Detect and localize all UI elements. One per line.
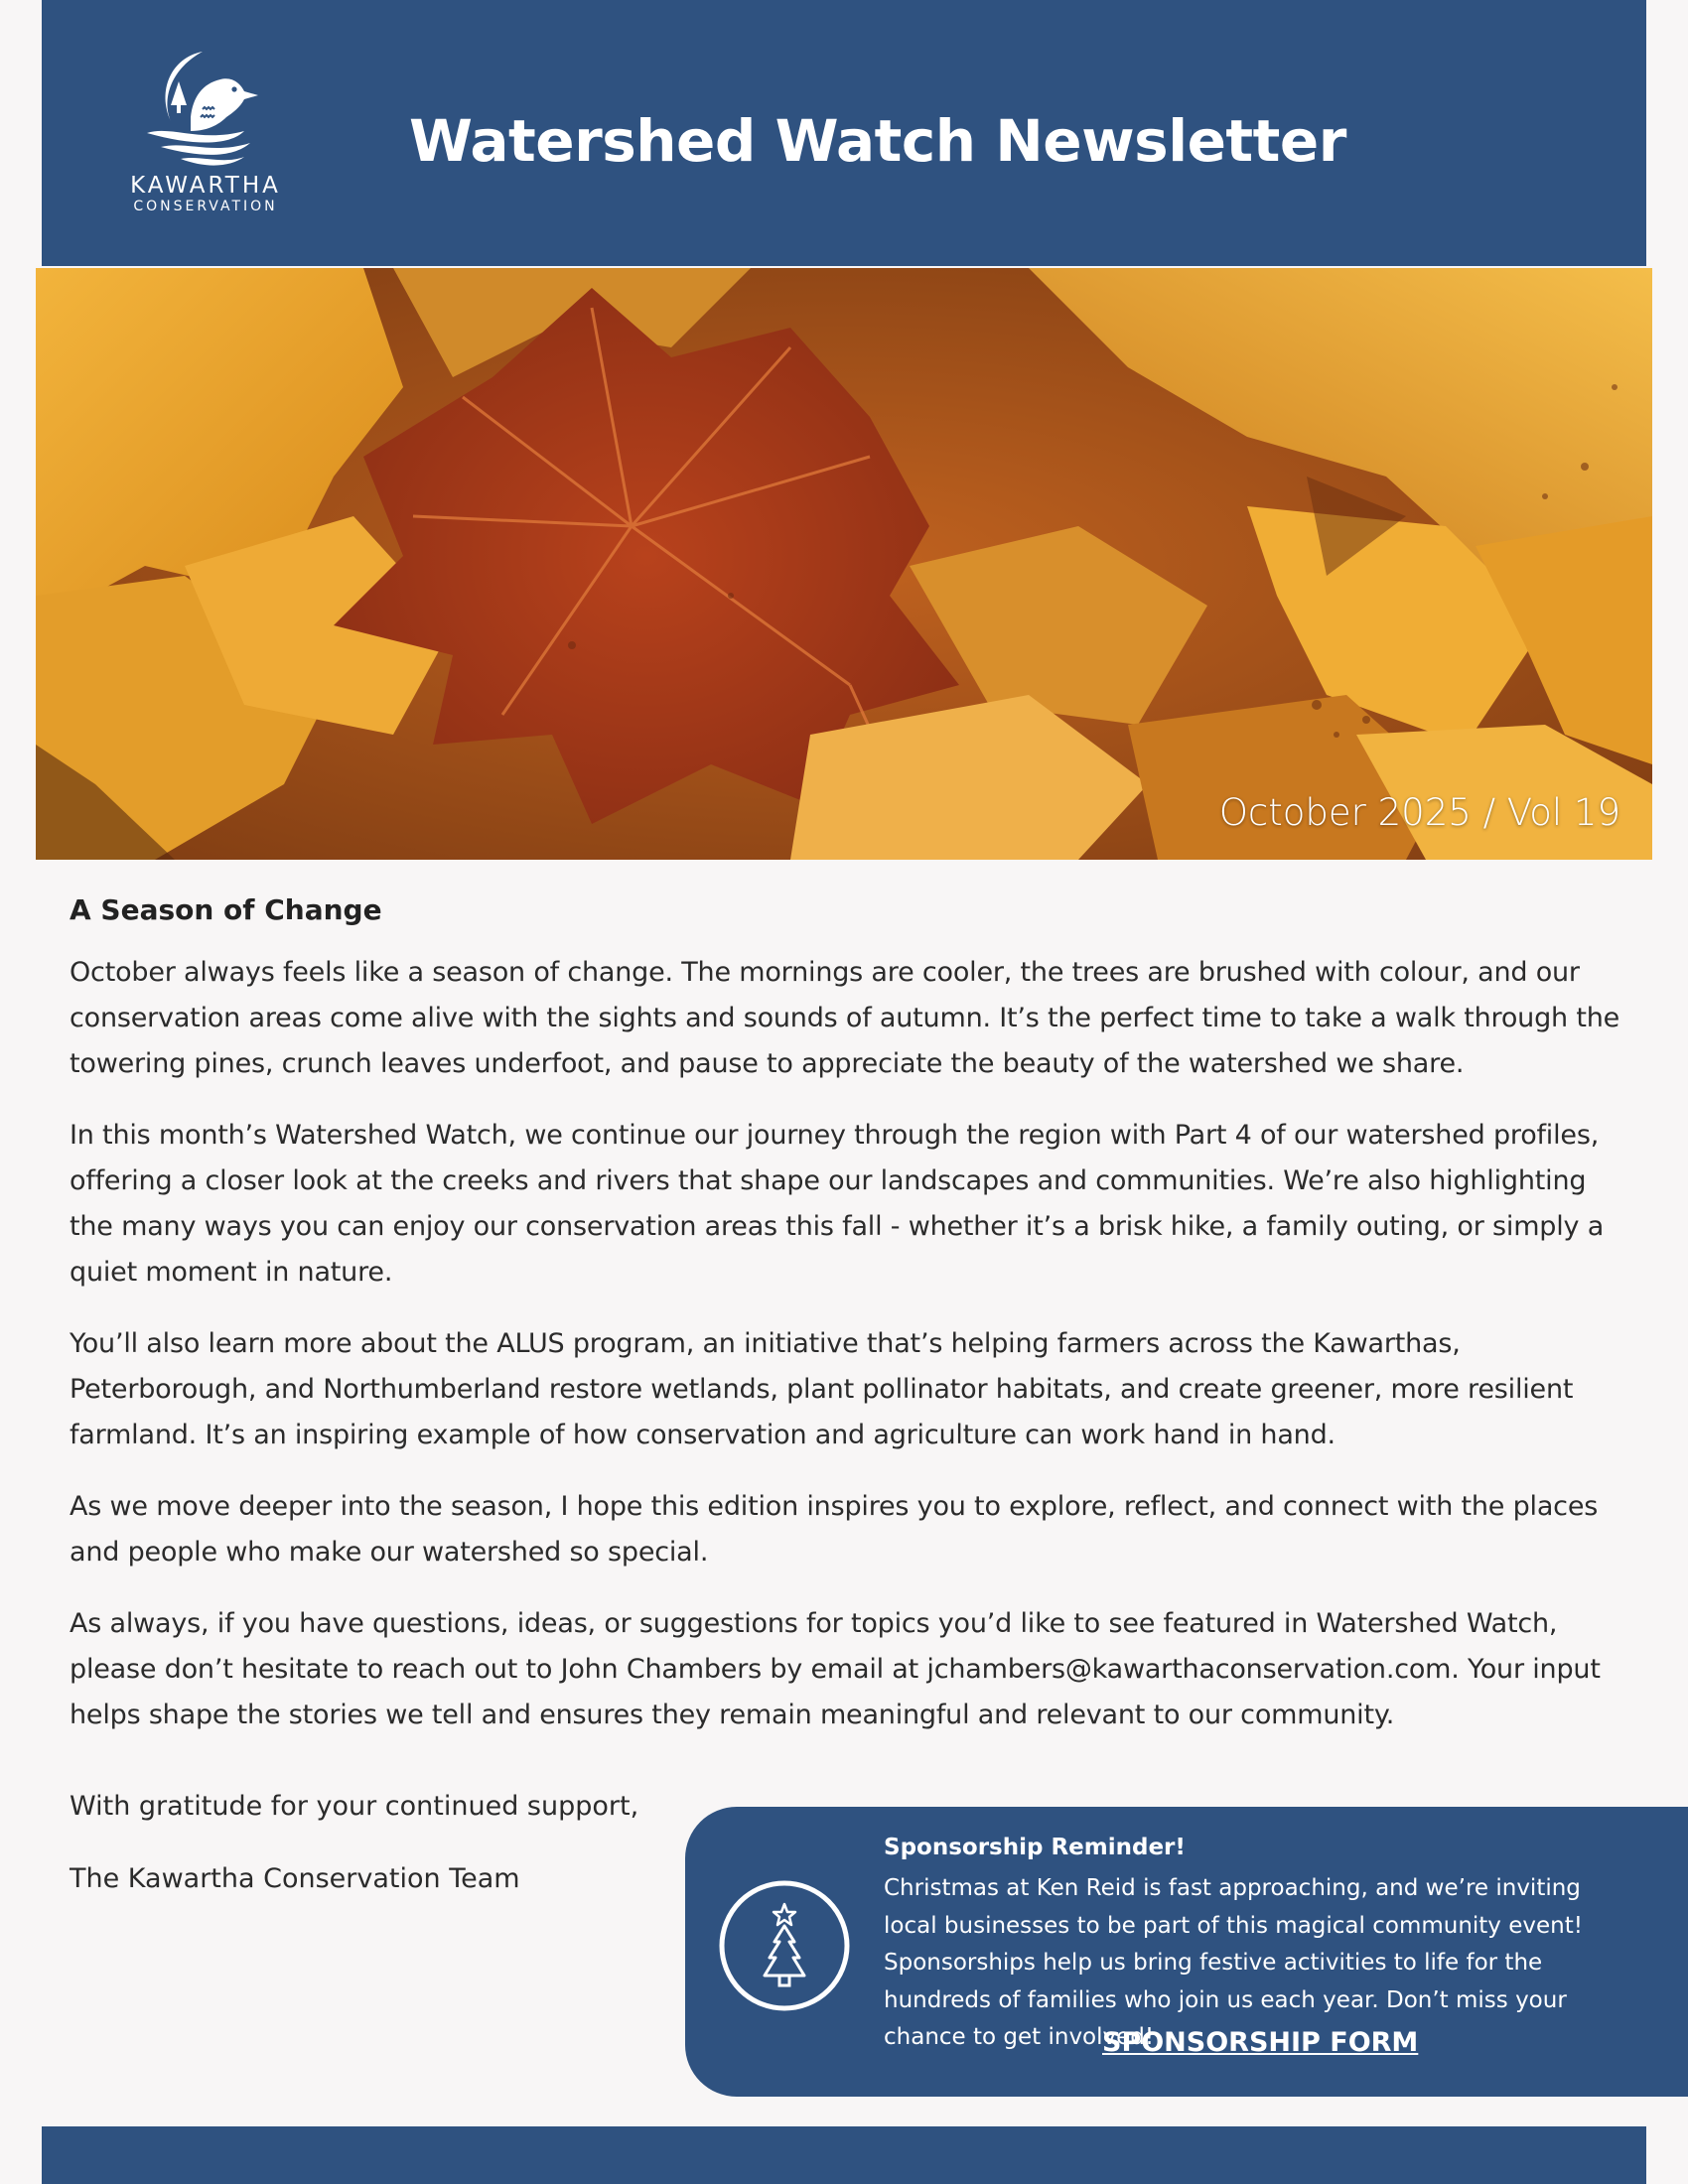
hero-banner	[36, 268, 1652, 860]
callout-title: Sponsorship Reminder!	[884, 1835, 1186, 1860]
article-body	[70, 893, 1628, 1764]
issue-date-volume: October 2025 / Vol 19	[1218, 791, 1620, 834]
article-paragraph: As we move deeper into the season, I hope this edition inspires you to explore, reflect, and connect with the places and people who make our watershed so special.	[70, 1491, 1599, 1568]
loon-logo-icon	[141, 48, 270, 172]
newsletter-header	[42, 0, 1646, 266]
closing-line: With gratitude for your continued support,	[70, 1791, 639, 1822]
christmas-tree-icon	[715, 1876, 854, 2015]
signature-line: The Kawartha Conservation Team	[70, 1863, 520, 1894]
newsletter-title: Watershed Watch Newsletter	[409, 107, 1346, 175]
sponsorship-callout	[685, 1807, 1688, 2097]
article-paragraph: In this month’s Watershed Watch, we continue our journey through the region with Part 4 of our watershed profiles, offering a closer look at the creeks and rivers that shape our landscapes and communities. We’re also highlighting the many ways you can enjoy our conservation areas this fall - whether it’s a brisk hike, a family outing, or simply a quiet moment in nature.	[70, 1120, 1605, 1288]
kawartha-conservation-logo	[101, 48, 310, 221]
logo-wordmark: KAWARTHA	[130, 173, 281, 199]
article-paragraph: October always feels like a season of change. The mornings are cooler, the trees are brushed with colour, and our conservation areas come alive with the sights and sounds of autumn. It’s the perfect time to take a walk through the towering pines, crunch leaves underfoot, and pause to appreciate the beauty of the watershed we share.	[70, 957, 1620, 1079]
logo-subtitle: CONSERVATION	[133, 199, 278, 214]
article-paragraph: You’ll also learn more about the ALUS program, an initiative that’s helping farmers across the Kawarthas, Peterborough, and Northumberland restore wetlands, plant pollinator habitats, and create greener, more resilient farmland. It’s an inspiring example of how conservation and agriculture can work hand in hand.	[70, 1328, 1574, 1450]
article-paragraph: As always, if you have questions, ideas, or suggestions for topics you’d like to see featured in Watershed Watch, please don’t hesitate to reach out to John Chambers by email at jchambers@kawarthaconservation.com. Your input helps shape the stories we tell and ensures they remain meaningful and relevant to our community.	[70, 1608, 1601, 1730]
article-heading: A Season of Change	[70, 893, 382, 926]
autumn-leaves-image	[36, 268, 1652, 860]
sponsorship-form-link[interactable]: SPONSORSHIP FORM	[1102, 2027, 1419, 2058]
footer-bar	[42, 2126, 1646, 2184]
callout-body: Christmas at Ken Reid is fast approaching, and we’re inviting local businesses to be part of this magical community event! Sponsorships help us bring festive activities to life for the hundreds of families who join us each year. Don’t miss your chance to get involved!	[884, 1875, 1583, 2050]
